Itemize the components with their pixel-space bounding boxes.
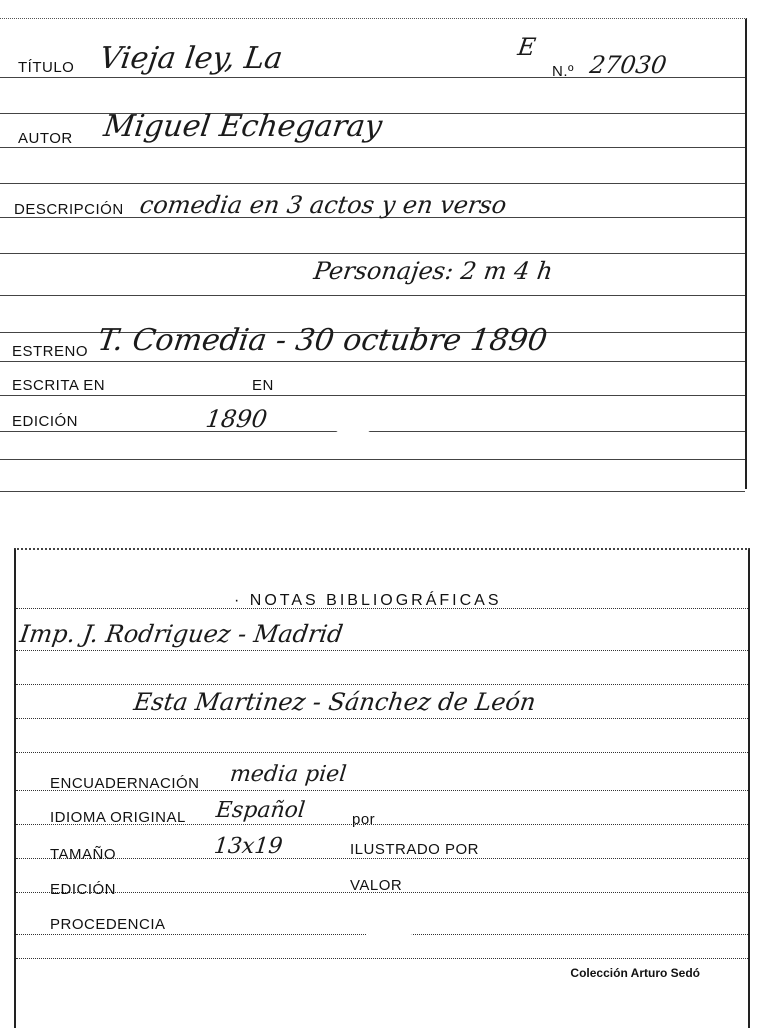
descripcion-label: DESCRIPCIÓN <box>14 201 124 218</box>
rule <box>16 752 748 753</box>
personajes-value: Personajes: 2 m 4 h <box>312 257 555 285</box>
estreno-value: T. Comedia - 30 octubre 1890 <box>95 323 550 358</box>
catalog-card-top <box>0 18 747 489</box>
catalog-card-bottom <box>14 548 750 1028</box>
rule <box>16 650 748 651</box>
rule <box>16 858 748 859</box>
rule <box>0 295 745 296</box>
edicion-value: 1890 <box>204 405 270 433</box>
note-estampa: Esta Martinez - Sánchez de León <box>132 688 538 716</box>
rule <box>0 431 745 432</box>
encuadernacion-value: media piel <box>228 762 348 787</box>
heading-bullet: · <box>234 592 250 609</box>
titulo-value: Vieja ley, La <box>97 41 285 76</box>
descripcion-value: comedia en 3 actos y en verso <box>138 191 509 219</box>
rule <box>0 459 745 460</box>
rule <box>16 958 748 959</box>
rule <box>16 684 748 685</box>
corner-mark: E <box>516 33 538 61</box>
numero-label: N.º <box>552 63 574 80</box>
idioma-value: Español <box>214 798 307 823</box>
idioma-label: IDIOMA ORIGINAL <box>50 809 186 826</box>
valor-label: VALOR <box>350 877 403 894</box>
notas-heading <box>234 592 502 610</box>
punch-hole <box>366 918 412 956</box>
ilustrado-label: ILUSTRADO POR <box>350 841 480 858</box>
edicion-label-bottom: EDICIÓN <box>50 881 117 898</box>
rule <box>16 718 748 719</box>
encuadernacion-label: ENCUADERNACIÓN <box>50 775 200 792</box>
rule <box>0 147 745 148</box>
rule <box>0 361 745 362</box>
procedencia-label: PROCEDENCIA <box>50 916 166 933</box>
autor-label: AUTOR <box>18 130 73 147</box>
tamano-label: TAMAÑO <box>50 846 117 863</box>
tamano-value: 13x19 <box>212 834 284 859</box>
edicion-label: EDICIÓN <box>12 413 79 430</box>
rule <box>0 253 745 254</box>
rule <box>0 183 745 184</box>
rule <box>0 395 745 396</box>
punch-hole <box>330 399 376 437</box>
estreno-label: ESTRENO <box>12 343 89 360</box>
card-separator <box>0 491 745 492</box>
titulo-label: TÍTULO <box>18 59 75 76</box>
por-label: por <box>352 811 376 828</box>
collection-footer: Colección Arturo Sedó <box>570 966 700 980</box>
escrita-en-label: ESCRITA EN <box>12 377 106 394</box>
autor-value: Miguel Echegaray <box>101 109 385 144</box>
note-imprenta: Imp. J. Rodriguez - Madrid <box>18 620 345 648</box>
en-label: EN <box>252 377 274 394</box>
numero-value: 27030 <box>588 51 669 79</box>
heading-text: NOTAS BIBLIOGRÁFICAS <box>249 592 502 609</box>
